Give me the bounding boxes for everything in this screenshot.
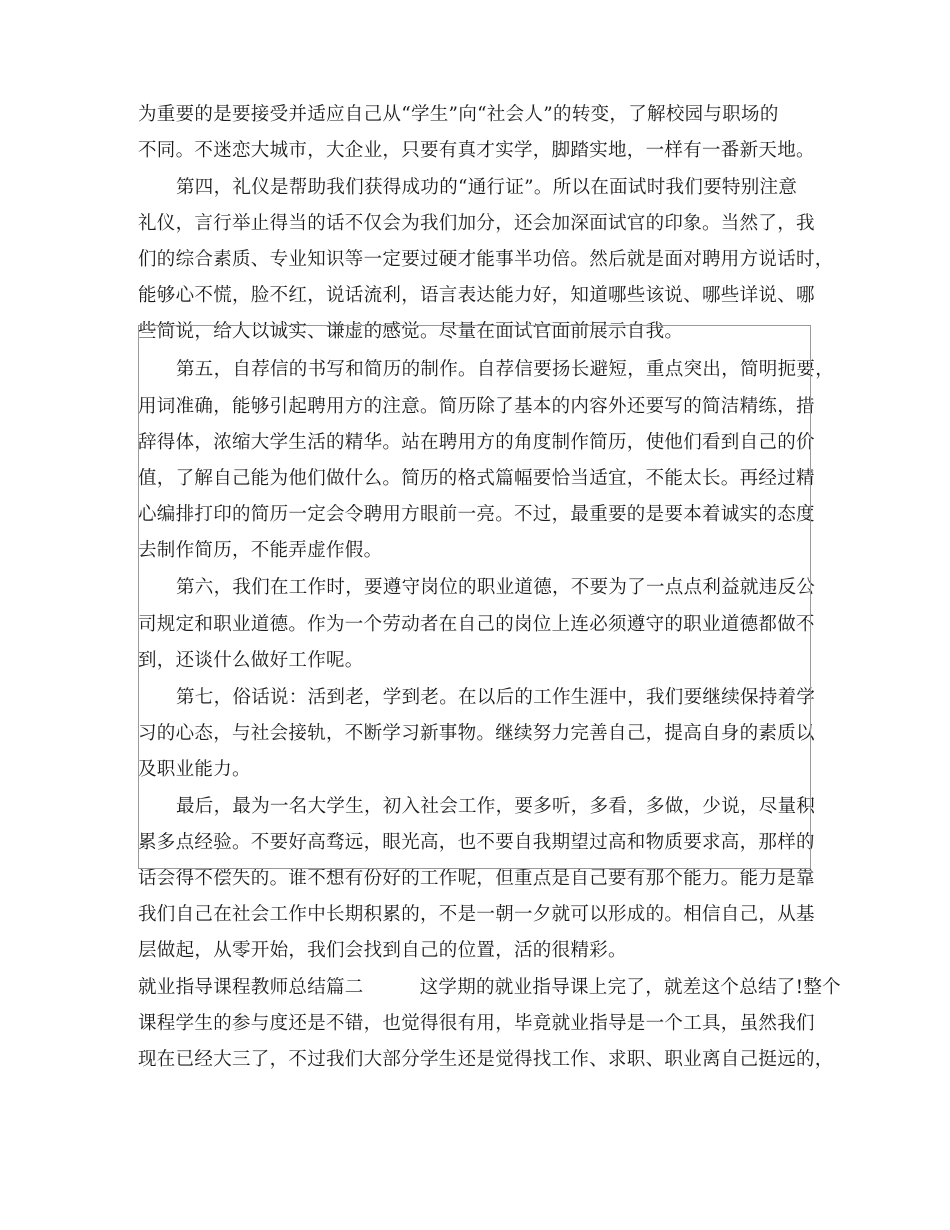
text-line: 们的综合素质、专业知识等一定要过硬才能事半功倍。然后就是面对聘用方说话时，: [138, 249, 834, 270]
text-line: 层做起，从零开始，我们会找到自己的位置，活的很精彩。: [138, 940, 627, 961]
text-line: 礼仪，言行举止得当的话不仅会为我们加分，还会加深面试官的印象。当然了，我: [138, 213, 815, 234]
paragraph-first-line: 第四，礼仪是帮助我们获得成功的“通行证”。所以在面试时我们要特别注意: [176, 177, 798, 198]
text-line: 我们自己在社会工作中长期积累的，不是一朝一夕就可以形成的。相信自己，从基: [138, 904, 815, 925]
text-line: 去制作简历，不能弄虚作假。: [138, 540, 383, 561]
text-line: 些简说，给人以诚实、谦虚的感觉。尽量在面试官面前展示自我。: [138, 321, 684, 342]
text-line: 心编排打印的简历一定会令聘用方眼前一亮。不过，最重要的是要本着诚实的态度: [138, 504, 815, 525]
paragraph-first-line: 第五，自荐信的书写和简历的制作。自荐信要扬长避短，重点突出，简明扼要，: [176, 359, 835, 380]
paragraph-first-line: 第六，我们在工作时，要遵守岗位的职业道德，不要为了一点点利益就违反公: [176, 577, 816, 598]
text-line: 辞得体，浓缩大学生活的精华。站在聘用方的角度制作简历，使他们看到自己的价: [138, 432, 815, 453]
section-heading-line: [138, 970, 841, 1006]
text-line: 用词准确，能够引起聘用方的注意。简历除了基本的内容外还要写的简洁精练，措: [138, 396, 815, 417]
text-line: 值，了解自己能为他们做什么。简历的格式篇幅要恰当适宜，不能太长。再经过精: [138, 468, 815, 489]
text-line: 课程学生的参与度还是不错，也觉得很有用，毕竟就业指导是一个工具，虽然我们: [138, 1013, 815, 1034]
text-line: 及职业能力。: [138, 759, 251, 780]
text-line: 习的心态，与社会接轨，不断学习新事物。继续努力完善自己，提高自身的素质以: [138, 723, 815, 744]
section-first-line: 这学期的就业指导课上完了，就差这个总结了!整个: [419, 977, 841, 998]
text-line: 不同。不迷恋大城市，大企业，只要有真才实学，脚踏实地，一样有一番新天地。: [138, 140, 815, 161]
text-line: 现在已经大三了，不过我们大部分学生还是觉得找工作、求职、职业离自己挺远的，: [138, 1049, 834, 1070]
text-line: 到，还谈什么做好工作呢。: [138, 650, 364, 671]
text-line: 为重要的是要接受并适应自己从“学生”向“社会人”的转变，了解校园与职场的: [138, 104, 779, 125]
text-line: 司规定和职业道德。作为一个劳动者在自己的岗位上连必须遵守的职业道德都做不: [138, 614, 815, 635]
text-line: 话会得不偿失的。谁不想有份好的工作呢，但重点是自己要有那个能力。能力是靠: [138, 868, 815, 889]
text-line: 累多点经验。不要好高骛远，眼光高，也不要自我期望过高和物质要求高，那样的: [138, 832, 815, 853]
section-heading: 就业指导课程教师总结篇二: [138, 977, 364, 998]
paragraph-first-line: 第七，俗话说：活到老，学到老。在以后的工作生涯中，我们要继续保持着学: [176, 687, 816, 708]
text-line: 能够心不慌，脸不红，说话流利，语言表达能力好，知道哪些该说、哪些详说、哪: [138, 285, 815, 306]
paragraph-first-line: 最后，最为一名大学生，初入社会工作，要多听，多看，多做，少说，尽量积: [176, 796, 816, 817]
